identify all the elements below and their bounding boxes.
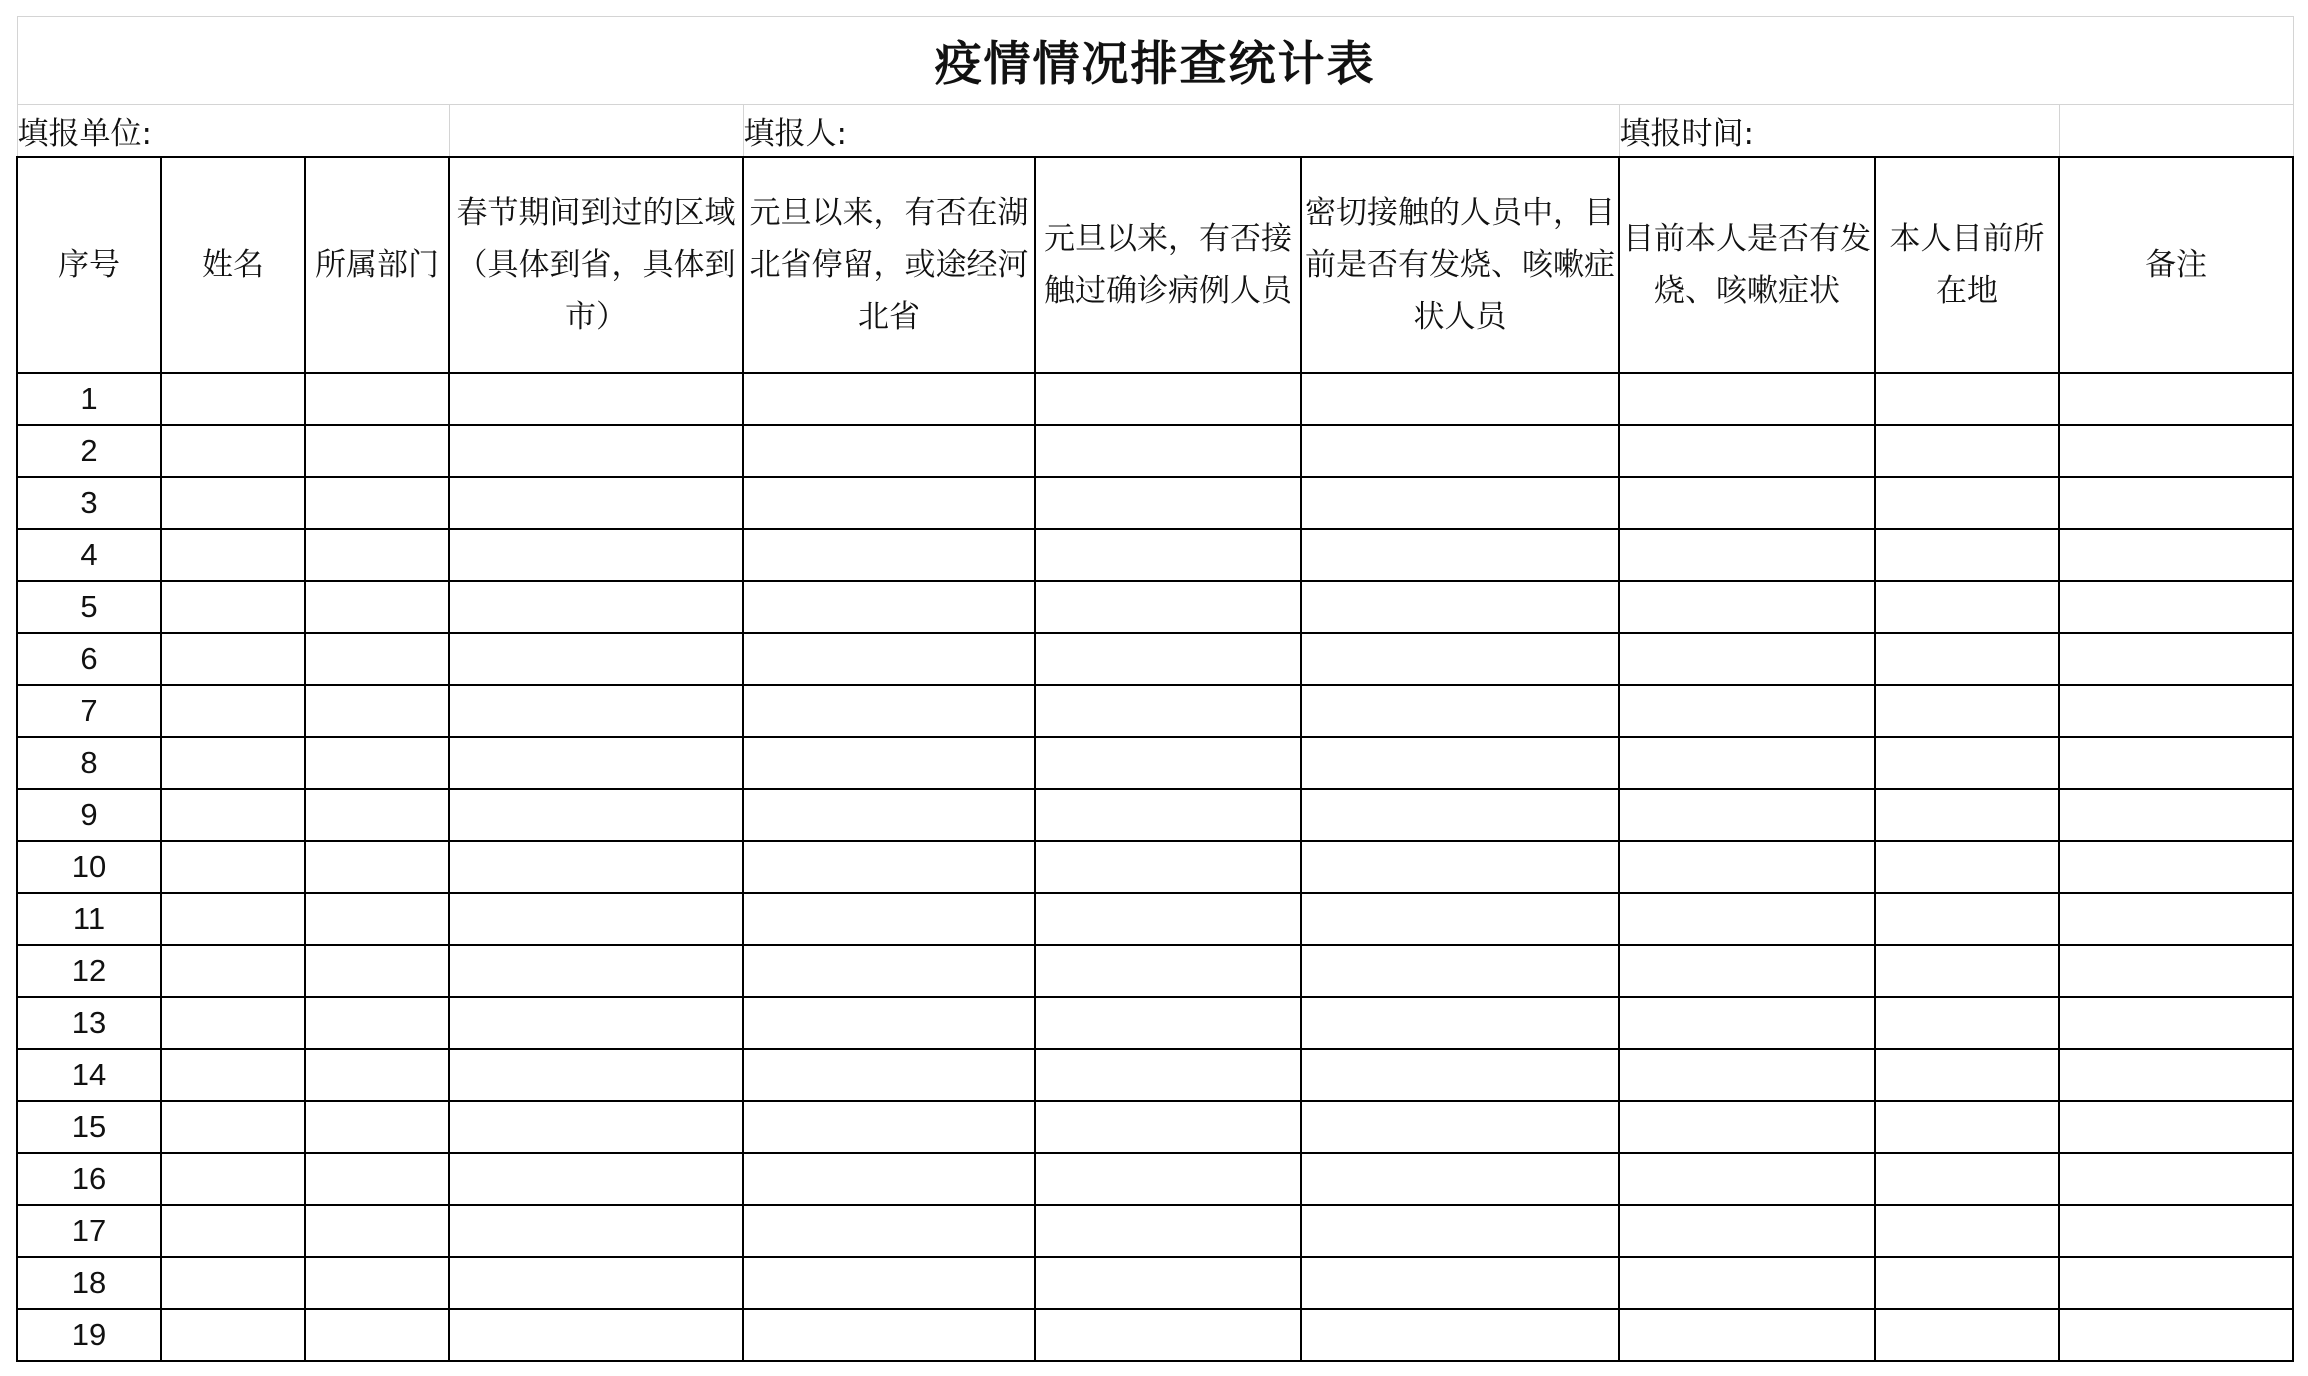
remarks-cell[interactable] [2059,1309,2293,1361]
header-cell-index[interactable]: 序号 [17,157,161,373]
regions-visited-cell[interactable] [449,893,743,945]
self-symptoms-cell[interactable] [1619,685,1875,737]
self-symptoms-cell[interactable] [1619,1101,1875,1153]
close-contacts-symptoms-cell[interactable] [1301,997,1619,1049]
department-cell[interactable] [305,373,449,425]
confirmed-contact-cell[interactable] [1035,1153,1301,1205]
hubei-stay-cell[interactable] [743,529,1035,581]
header-cell-department[interactable]: 所属部门 [305,157,449,373]
department-cell[interactable] [305,685,449,737]
table-row [17,789,2293,841]
self-symptoms-cell[interactable] [1619,633,1875,685]
hubei-stay-cell[interactable] [743,685,1035,737]
time-value-cell[interactable] [2059,105,2293,157]
row-number-cell[interactable]: 2 [17,425,161,477]
confirmed-contact-cell[interactable] [1035,425,1301,477]
row-number-cell[interactable]: 10 [17,841,161,893]
hubei-stay-cell[interactable] [743,1205,1035,1257]
hubei-stay-cell[interactable] [743,893,1035,945]
row-number-cell[interactable]: 9 [17,789,161,841]
confirmed-contact-cell[interactable] [1035,945,1301,997]
hubei-stay-cell[interactable] [743,581,1035,633]
name-cell[interactable] [161,633,305,685]
reporter-label-cell[interactable]: 填报人: [743,105,1619,157]
department-cell[interactable] [305,529,449,581]
self-symptoms-cell[interactable] [1619,529,1875,581]
row-number-cell[interactable]: 16 [17,1153,161,1205]
column-header-row [17,157,2293,373]
header-cell-hubei-stay[interactable]: 元旦以来，有否在湖北省停留，或途经河北省 [743,157,1035,373]
self-symptoms-cell[interactable] [1619,373,1875,425]
current-location-cell[interactable] [1875,477,2059,529]
self-symptoms-cell[interactable] [1619,841,1875,893]
hubei-stay-cell[interactable] [743,945,1035,997]
remarks-cell[interactable] [2059,841,2293,893]
current-location-cell[interactable] [1875,1049,2059,1101]
remarks-cell[interactable] [2059,1101,2293,1153]
current-location-cell[interactable] [1875,581,2059,633]
hubei-stay-cell[interactable] [743,1049,1035,1101]
current-location-cell[interactable] [1875,789,2059,841]
department-cell[interactable] [305,841,449,893]
table-row [17,1049,2293,1101]
row-number-cell[interactable]: 19 [17,1309,161,1361]
regions-visited-cell[interactable] [449,737,743,789]
hubei-stay-cell[interactable] [743,1257,1035,1309]
self-symptoms-cell[interactable] [1619,477,1875,529]
sheet-title[interactable]: 疫情情况排查统计表 [17,17,2293,105]
department-cell[interactable] [305,997,449,1049]
regions-visited-cell[interactable] [449,373,743,425]
close-contacts-symptoms-cell[interactable] [1301,633,1619,685]
current-location-cell[interactable] [1875,945,2059,997]
table-row [17,1101,2293,1153]
time-label-cell[interactable]: 填报时间: [1619,105,2059,157]
row-number-cell[interactable]: 18 [17,1257,161,1309]
confirmed-contact-cell[interactable] [1035,1309,1301,1361]
name-cell[interactable] [161,1153,305,1205]
close-contacts-symptoms-cell[interactable] [1301,1153,1619,1205]
hubei-stay-cell[interactable] [743,737,1035,789]
regions-visited-cell[interactable] [449,1309,743,1361]
remarks-cell[interactable] [2059,373,2293,425]
department-cell[interactable] [305,425,449,477]
name-cell[interactable] [161,1049,305,1101]
self-symptoms-cell[interactable] [1619,1257,1875,1309]
self-symptoms-cell[interactable] [1619,945,1875,997]
remarks-cell[interactable] [2059,425,2293,477]
self-symptoms-cell[interactable] [1619,737,1875,789]
regions-visited-cell[interactable] [449,581,743,633]
confirmed-contact-cell[interactable] [1035,373,1301,425]
self-symptoms-cell[interactable] [1619,997,1875,1049]
close-contacts-symptoms-cell[interactable] [1301,477,1619,529]
confirmed-contact-cell[interactable] [1035,997,1301,1049]
close-contacts-symptoms-cell[interactable] [1301,841,1619,893]
confirmed-contact-cell[interactable] [1035,685,1301,737]
name-cell[interactable] [161,1101,305,1153]
table-row [17,841,2293,893]
confirmed-contact-cell[interactable] [1035,841,1301,893]
current-location-cell[interactable] [1875,1205,2059,1257]
header-cell-remarks[interactable]: 备注 [2059,157,2293,373]
remarks-cell[interactable] [2059,581,2293,633]
table-row [17,893,2293,945]
row-number-cell[interactable]: 7 [17,685,161,737]
row-number-cell[interactable]: 17 [17,1205,161,1257]
department-cell[interactable] [305,1257,449,1309]
regions-visited-cell[interactable] [449,1257,743,1309]
table-row [17,685,2293,737]
close-contacts-symptoms-cell[interactable] [1301,893,1619,945]
regions-visited-cell[interactable] [449,477,743,529]
name-cell[interactable] [161,581,305,633]
self-symptoms-cell[interactable] [1619,1309,1875,1361]
regions-visited-cell[interactable] [449,945,743,997]
confirmed-contact-cell[interactable] [1035,529,1301,581]
row-number-cell[interactable]: 8 [17,737,161,789]
close-contacts-symptoms-cell[interactable] [1301,581,1619,633]
remarks-cell[interactable] [2059,529,2293,581]
remarks-cell[interactable] [2059,1153,2293,1205]
department-cell[interactable] [305,737,449,789]
regions-visited-cell[interactable] [449,1049,743,1101]
remarks-cell[interactable] [2059,893,2293,945]
regions-visited-cell[interactable] [449,1101,743,1153]
name-cell[interactable] [161,529,305,581]
current-location-cell[interactable] [1875,529,2059,581]
current-location-cell[interactable] [1875,997,2059,1049]
table-row [17,1257,2293,1309]
header-cell-name[interactable]: 姓名 [161,157,305,373]
hubei-stay-cell[interactable] [743,1309,1035,1361]
name-cell[interactable] [161,1257,305,1309]
close-contacts-symptoms-cell[interactable] [1301,1309,1619,1361]
row-number-cell[interactable]: 6 [17,633,161,685]
close-contacts-symptoms-cell[interactable] [1301,789,1619,841]
regions-visited-cell[interactable] [449,841,743,893]
current-location-cell[interactable] [1875,1153,2059,1205]
regions-visited-cell[interactable] [449,529,743,581]
close-contacts-symptoms-cell[interactable] [1301,737,1619,789]
confirmed-contact-cell[interactable] [1035,581,1301,633]
confirmed-contact-cell[interactable] [1035,633,1301,685]
row-number-cell[interactable]: 5 [17,581,161,633]
hubei-stay-cell[interactable] [743,841,1035,893]
close-contacts-symptoms-cell[interactable] [1301,1257,1619,1309]
name-cell[interactable] [161,737,305,789]
self-symptoms-cell[interactable] [1619,425,1875,477]
header-cell-confirmed-contact[interactable]: 元旦以来，有否接触过确诊病例人员 [1035,157,1301,373]
close-contacts-symptoms-cell[interactable] [1301,1101,1619,1153]
header-cell-regions-visited[interactable]: 春节期间到过的区域（具体到省，具体到市） [449,157,743,373]
regions-visited-cell[interactable] [449,633,743,685]
hubei-stay-cell[interactable] [743,425,1035,477]
confirmed-contact-cell[interactable] [1035,1205,1301,1257]
current-location-cell[interactable] [1875,373,2059,425]
table-row [17,373,2293,425]
name-cell[interactable] [161,997,305,1049]
regions-visited-cell[interactable] [449,789,743,841]
table-row [17,1309,2293,1361]
unit-label-cell[interactable]: 填报单位: [17,105,449,157]
name-cell[interactable] [161,893,305,945]
hubei-stay-cell[interactable] [743,789,1035,841]
department-cell[interactable] [305,893,449,945]
name-cell[interactable] [161,945,305,997]
regions-visited-cell[interactable] [449,1205,743,1257]
close-contacts-symptoms-cell[interactable] [1301,529,1619,581]
current-location-cell[interactable] [1875,685,2059,737]
table-row [17,581,2293,633]
close-contacts-symptoms-cell[interactable] [1301,685,1619,737]
row-number-cell[interactable]: 13 [17,997,161,1049]
hubei-stay-cell[interactable] [743,1153,1035,1205]
header-cell-close-contacts-symptoms[interactable]: 密切接触的人员中，目前是否有发烧、咳嗽症状人员 [1301,157,1619,373]
name-cell[interactable] [161,1205,305,1257]
regions-visited-cell[interactable] [449,685,743,737]
current-location-cell[interactable] [1875,841,2059,893]
remarks-cell[interactable] [2059,737,2293,789]
name-cell[interactable] [161,477,305,529]
department-cell[interactable] [305,1049,449,1101]
regions-visited-cell[interactable] [449,1153,743,1205]
header-cell-current-location[interactable]: 本人目前所在地 [1875,157,2059,373]
remarks-cell[interactable] [2059,1049,2293,1101]
table-row [17,997,2293,1049]
remarks-cell[interactable] [2059,789,2293,841]
remarks-cell[interactable] [2059,1257,2293,1309]
regions-visited-cell[interactable] [449,425,743,477]
confirmed-contact-cell[interactable] [1035,1257,1301,1309]
table-row [17,1205,2293,1257]
remarks-cell[interactable] [2059,997,2293,1049]
close-contacts-symptoms-cell[interactable] [1301,1205,1619,1257]
department-cell[interactable] [305,945,449,997]
row-number-cell[interactable]: 12 [17,945,161,997]
name-cell[interactable] [161,685,305,737]
name-cell[interactable] [161,841,305,893]
self-symptoms-cell[interactable] [1619,581,1875,633]
table-row [17,425,2293,477]
department-cell[interactable] [305,1153,449,1205]
name-cell[interactable] [161,373,305,425]
table-row [17,1153,2293,1205]
remarks-cell[interactable] [2059,945,2293,997]
department-cell[interactable] [305,789,449,841]
confirmed-contact-cell[interactable] [1035,1101,1301,1153]
name-cell[interactable] [161,425,305,477]
confirmed-contact-cell[interactable] [1035,1049,1301,1101]
department-cell[interactable] [305,477,449,529]
table-row [17,633,2293,685]
remarks-cell[interactable] [2059,685,2293,737]
hubei-stay-cell[interactable] [743,997,1035,1049]
confirmed-contact-cell[interactable] [1035,477,1301,529]
self-symptoms-cell[interactable] [1619,1049,1875,1101]
table-row [17,737,2293,789]
table-row [17,945,2293,997]
epidemic-survey-sheet [16,16,2294,1362]
row-number-cell[interactable]: 3 [17,477,161,529]
unit-value-cell[interactable] [449,105,743,157]
name-cell[interactable] [161,1309,305,1361]
hubei-stay-cell[interactable] [743,633,1035,685]
row-number-cell[interactable]: 15 [17,1101,161,1153]
row-number-cell[interactable]: 1 [17,373,161,425]
current-location-cell[interactable] [1875,893,2059,945]
hubei-stay-cell[interactable] [743,477,1035,529]
name-cell[interactable] [161,789,305,841]
hubei-stay-cell[interactable] [743,1101,1035,1153]
row-number-cell[interactable]: 14 [17,1049,161,1101]
remarks-cell[interactable] [2059,633,2293,685]
confirmed-contact-cell[interactable] [1035,737,1301,789]
self-symptoms-cell[interactable] [1619,789,1875,841]
department-cell[interactable] [305,1101,449,1153]
current-location-cell[interactable] [1875,425,2059,477]
remarks-cell[interactable] [2059,477,2293,529]
current-location-cell[interactable] [1875,1309,2059,1361]
self-symptoms-cell[interactable] [1619,893,1875,945]
close-contacts-symptoms-cell[interactable] [1301,1049,1619,1101]
close-contacts-symptoms-cell[interactable] [1301,945,1619,997]
row-number-cell[interactable]: 11 [17,893,161,945]
table-row [17,477,2293,529]
current-location-cell[interactable] [1875,1101,2059,1153]
confirmed-contact-cell[interactable] [1035,893,1301,945]
row-number-cell[interactable]: 4 [17,529,161,581]
regions-visited-cell[interactable] [449,997,743,1049]
close-contacts-symptoms-cell[interactable] [1301,373,1619,425]
confirmed-contact-cell[interactable] [1035,789,1301,841]
table-row [17,529,2293,581]
hubei-stay-cell[interactable] [743,373,1035,425]
department-cell[interactable] [305,1309,449,1361]
current-location-cell[interactable] [1875,1257,2059,1309]
remarks-cell[interactable] [2059,1205,2293,1257]
current-location-cell[interactable] [1875,737,2059,789]
department-cell[interactable] [305,581,449,633]
department-cell[interactable] [305,1205,449,1257]
header-cell-self-symptoms[interactable]: 目前本人是否有发烧、咳嗽症状 [1619,157,1875,373]
department-cell[interactable] [305,633,449,685]
self-symptoms-cell[interactable] [1619,1205,1875,1257]
close-contacts-symptoms-cell[interactable] [1301,425,1619,477]
self-symptoms-cell[interactable] [1619,1153,1875,1205]
current-location-cell[interactable] [1875,633,2059,685]
